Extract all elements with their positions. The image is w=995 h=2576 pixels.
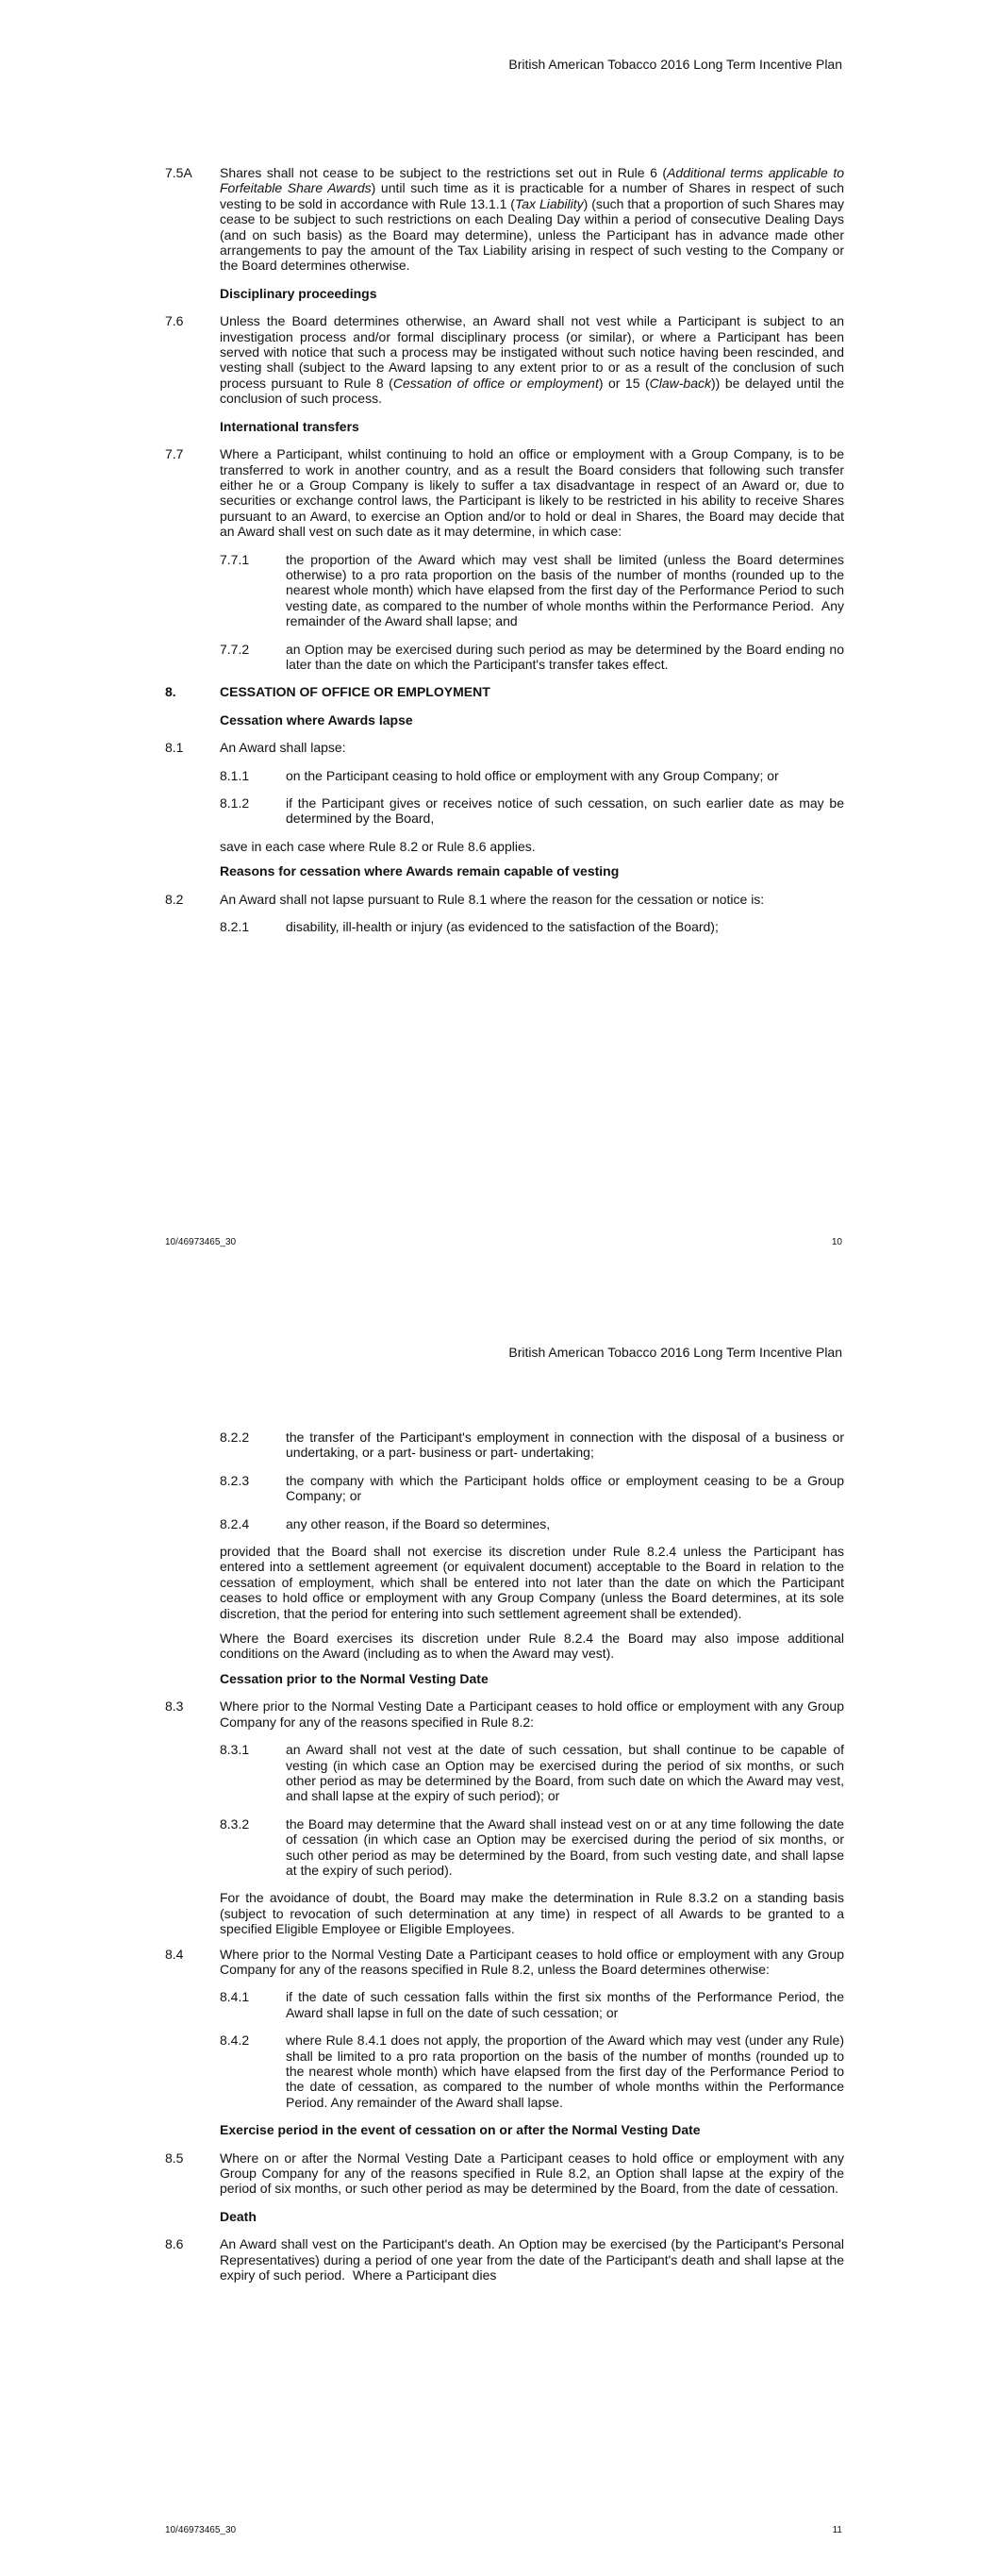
- section-heading: Exercise period in the event of cessation on or after the Normal Vesting Date: [220, 2122, 701, 2138]
- clause-number: 7.7: [165, 446, 184, 462]
- subclause-number: 8.2.1: [220, 919, 250, 935]
- clause-number: 8.4: [165, 1946, 184, 1962]
- section-heading: Disciplinary proceedings: [220, 285, 377, 301]
- subclause-number: 8.1.2: [220, 795, 250, 811]
- clause: [165, 892, 844, 907]
- subclause-text: an Option may be exercised during such period as may be determined by the Board ending no later than the date on which the Participant's transfer takes effect.: [286, 641, 844, 672]
- subclause: [220, 1473, 844, 1504]
- running-header: British American Tobacco 2016 Long Term Incentive Plan: [508, 1345, 842, 1360]
- subclause: [220, 1989, 844, 2020]
- subclause: [220, 642, 844, 673]
- clause: [165, 165, 844, 274]
- subclause-text: if the Participant gives or receives notice of such cessation, on such earlier date as may be determined by the Board,: [286, 795, 844, 827]
- clause-text: Unless the Board determines otherwise, an Award shall not vest while a Participant is subject to an investigation process and/or formal disciplinary process (or similar), or where a Participant has been served with notice that such a process may be instigated without such notice having been rescinded, and vesting shall (subject to the Award lapsing to any extent prior to or as a result of the conclusion of such process pursuant to Rule 8 (Cessation of office or employment) or 15 (Claw-back)) be delayed until the conclusion of such process.: [220, 313, 845, 407]
- subclause-text: if the date of such cessation falls within the first six months of the Performance Period, the Award shall lapse in full on the date of such cessation; or: [286, 1989, 844, 2020]
- clause: [165, 2150, 844, 2197]
- subclause-number: 8.3.1: [220, 1742, 250, 1758]
- clause-text: Shares shall not cease to be subject to the restrictions set out in Rule 6 (Additional terms applicable to Forfeitable Share Awards) until such time as it is practicable for a number of Shares in respect of such vesting to be sold in accordance with Rule 13.1.1 (Tax Liability) (such that a proportion of such Shares may cease to be subject to such restrictions on each Dealing Day within a period of consecutive Dealing Days (and on such basis) as the Board may determine), unless the Participant has in advance made other arrangements to pay the amount of the Tax Liability arising in respect of such vesting to the Company or the Board determines otherwise.: [220, 165, 844, 274]
- clause-number: 7.5A: [165, 165, 192, 180]
- subclause: [220, 1516, 844, 1531]
- subclause-text: the transfer of the Participant's employment in connection with the disposal of a business or undertaking, or a part- business or part- undertaking;: [286, 1430, 844, 1461]
- subclause-number: 7.7.2: [220, 641, 250, 657]
- clause: [165, 446, 844, 539]
- section-number: 8.: [165, 684, 176, 700]
- continuation-text: For the avoidance of doubt, the Board may make the determination in Rule 8.3.2 on a standing basis (subject to revocation of such determination at any time) in respect of all Awards to be granted to a specified Eligible Employee or Eligible Employees.: [220, 1890, 844, 1937]
- section-heading: Cessation where Awards lapse: [220, 711, 413, 728]
- clause-number: 7.6: [165, 313, 184, 329]
- clause: [165, 1947, 844, 1978]
- subclause-text: where Rule 8.4.1 does not apply, the proportion of the Award which may vest (under any Rule) shall be limited to a pro rata proportion on the basis of the number of months (rounded up to the nearest whole month) which have elapsed from the first day of the Performance Period to the date of cessation, as compared to the number of whole months within the Performance Period. Any remainder of the Award shall lapse.: [286, 2032, 844, 2110]
- subclause: [220, 795, 844, 827]
- clause: [165, 313, 844, 406]
- clause-number: 8.3: [165, 1698, 184, 1715]
- subclause: [220, 768, 844, 783]
- subclause-number: 7.7.1: [220, 551, 250, 567]
- subclause-number: 8.4.1: [220, 1989, 250, 2005]
- page-number: 10: [831, 1237, 842, 1247]
- section-heading: Reasons for cessation where Awards remain capable of vesting: [220, 863, 620, 879]
- clause-text: Where on or after the Normal Vesting Date a Participant ceases to hold office or employment with any Group Company for any of the reasons specified in Rule 8.2, an Option shall lapse at the expiry of the period of six months, or such other period as may be determined by the Board, from the date of cessation.: [220, 2149, 844, 2197]
- subclause-text: an Award shall not vest at the date of such cessation, but shall continue to be capable of vesting (in which case an Option may be exercised during the period of six months, or such other period as may be determined by the Board, from such date on which the Award may vest, and shall lapse at the expiry of such period); or: [286, 1742, 844, 1804]
- subclause: [220, 2032, 844, 2110]
- clause: [165, 740, 844, 755]
- subclause-number: 8.2.2: [220, 1430, 250, 1445]
- clause-text: An Award shall not lapse pursuant to Rule 8.1 where the reason for the cessation or notice is:: [220, 891, 765, 907]
- subclause: [220, 1430, 844, 1461]
- clause-text: An Award shall vest on the Participant's death. An Option may be exercised (by the Participant's Personal Representatives) during a period of one year from the date of the Participant's death and shall lapse at the expiry of such period. Where a Participant dies: [220, 2236, 844, 2283]
- subclause-text: disability, ill-health or injury (as evidenced to the satisfaction of the Board);: [286, 919, 719, 935]
- running-header: British American Tobacco 2016 Long Term Incentive Plan: [508, 57, 842, 72]
- section-title: [165, 684, 844, 699]
- clause-number: 8.5: [165, 2149, 184, 2166]
- subclause: [220, 919, 844, 934]
- clause-text: An Award shall lapse:: [220, 740, 346, 756]
- clause: [165, 2236, 844, 2283]
- subclause-number: 8.3.2: [220, 1815, 250, 1832]
- subclause-text: the Board may determine that the Award shall instead vest on or at any time following the date of cessation (in which case an Option may be exercised during the period of six months, or such other period as may be determined by the Board, from such vesting date, and shall lapse at the expiry of such period).: [286, 1815, 844, 1878]
- subclause-number: 8.4.2: [220, 2032, 250, 2049]
- page-content: [165, 165, 844, 946]
- continuation-text: save in each case where Rule 8.2 or Rule 8.6 applies.: [220, 838, 536, 854]
- clause-text: Where prior to the Normal Vesting Date a Participant ceases to hold office or employment with any Group Company for any of the reasons specified in Rule 8.2:: [220, 1698, 844, 1730]
- subclause-text: on the Participant ceasing to hold office or employment with any Group Company; or: [286, 767, 779, 783]
- clause-number: 8.6: [165, 2236, 184, 2252]
- continuation-text: Where the Board exercises its discretion under Rule 8.2.4 the Board may also impose additional conditions on the Award (including as to when the Award may vest).: [220, 1631, 844, 1662]
- section-heading: Death: [220, 2208, 257, 2224]
- clause-number: 8.1: [165, 740, 184, 756]
- section-heading: International transfers: [220, 418, 359, 434]
- subclause: [220, 552, 844, 629]
- subclause: [220, 1742, 844, 1804]
- continuation-text: provided that the Board shall not exercise its discretion under Rule 8.2.4 unless the Participant has entered into a settlement agreement (or equivalent document) acceptable to the Board in relation to the cessation of employment, which shall be entered into not later than the date on which the Participant ceases to hold office or employment with any Group Company (unless the Board determines, at its sole discretion, that the period for entering into such settlement agreement shall be extended).: [220, 1544, 844, 1621]
- page-content: [165, 1430, 844, 2295]
- subclause-number: 8.2.3: [220, 1472, 250, 1488]
- clause: [165, 1698, 844, 1730]
- section-title-text: CESSATION OF OFFICE OR EMPLOYMENT: [220, 684, 490, 700]
- subclause-number: 8.1.1: [220, 767, 250, 783]
- document-page: [0, 1288, 995, 2576]
- section-heading: Cessation prior to the Normal Vesting Date: [220, 1670, 489, 1686]
- clause-number: 8.2: [165, 891, 184, 907]
- subclause-text: any other reason, if the Board so determines,: [286, 1515, 551, 1531]
- subclause: [220, 1816, 844, 1879]
- clause-text: Where prior to the Normal Vesting Date a Participant ceases to hold office or employment with any Group Company for any of the reasons specified in Rule 8.2, unless the Board determines otherwise:: [220, 1946, 844, 1977]
- page-number: 11: [832, 2525, 842, 2535]
- clause-text: Where a Participant, whilst continuing to hold an office or employment with a Group Company, is to be transferred to work in another country, and as a result the Board considers that following such transfer either he or a Group Company is likely to suffer a tax disadvantage in respect of an Award or, due to securities or exchange control laws, the Participant is likely to be restricted in his ability to receive Shares pursuant to an Award, to exercise an Option and/or to hold or deal in Shares, the Board may decide that an Award shall vest on such date as it may determine, in which case:: [220, 446, 844, 540]
- footer-reference: 10/46973465_30: [165, 2525, 237, 2535]
- subclause-text: the proportion of the Award which may vest shall be limited (unless the Board determines otherwise) to a pro rata proportion on the basis of the number of months (rounded up to the nearest whole month) which have elapsed from the first day of the Performance Period to such vesting date, as compared to the number of whole months within the Performance Period. Any remainder of the Award shall lapse; and: [286, 551, 844, 629]
- footer-reference: 10/46973465_30: [165, 1237, 237, 1247]
- subclause-number: 8.2.4: [220, 1515, 250, 1531]
- subclause-text: the company with which the Participant holds office or employment ceasing to be a Group Company; or: [286, 1472, 844, 1504]
